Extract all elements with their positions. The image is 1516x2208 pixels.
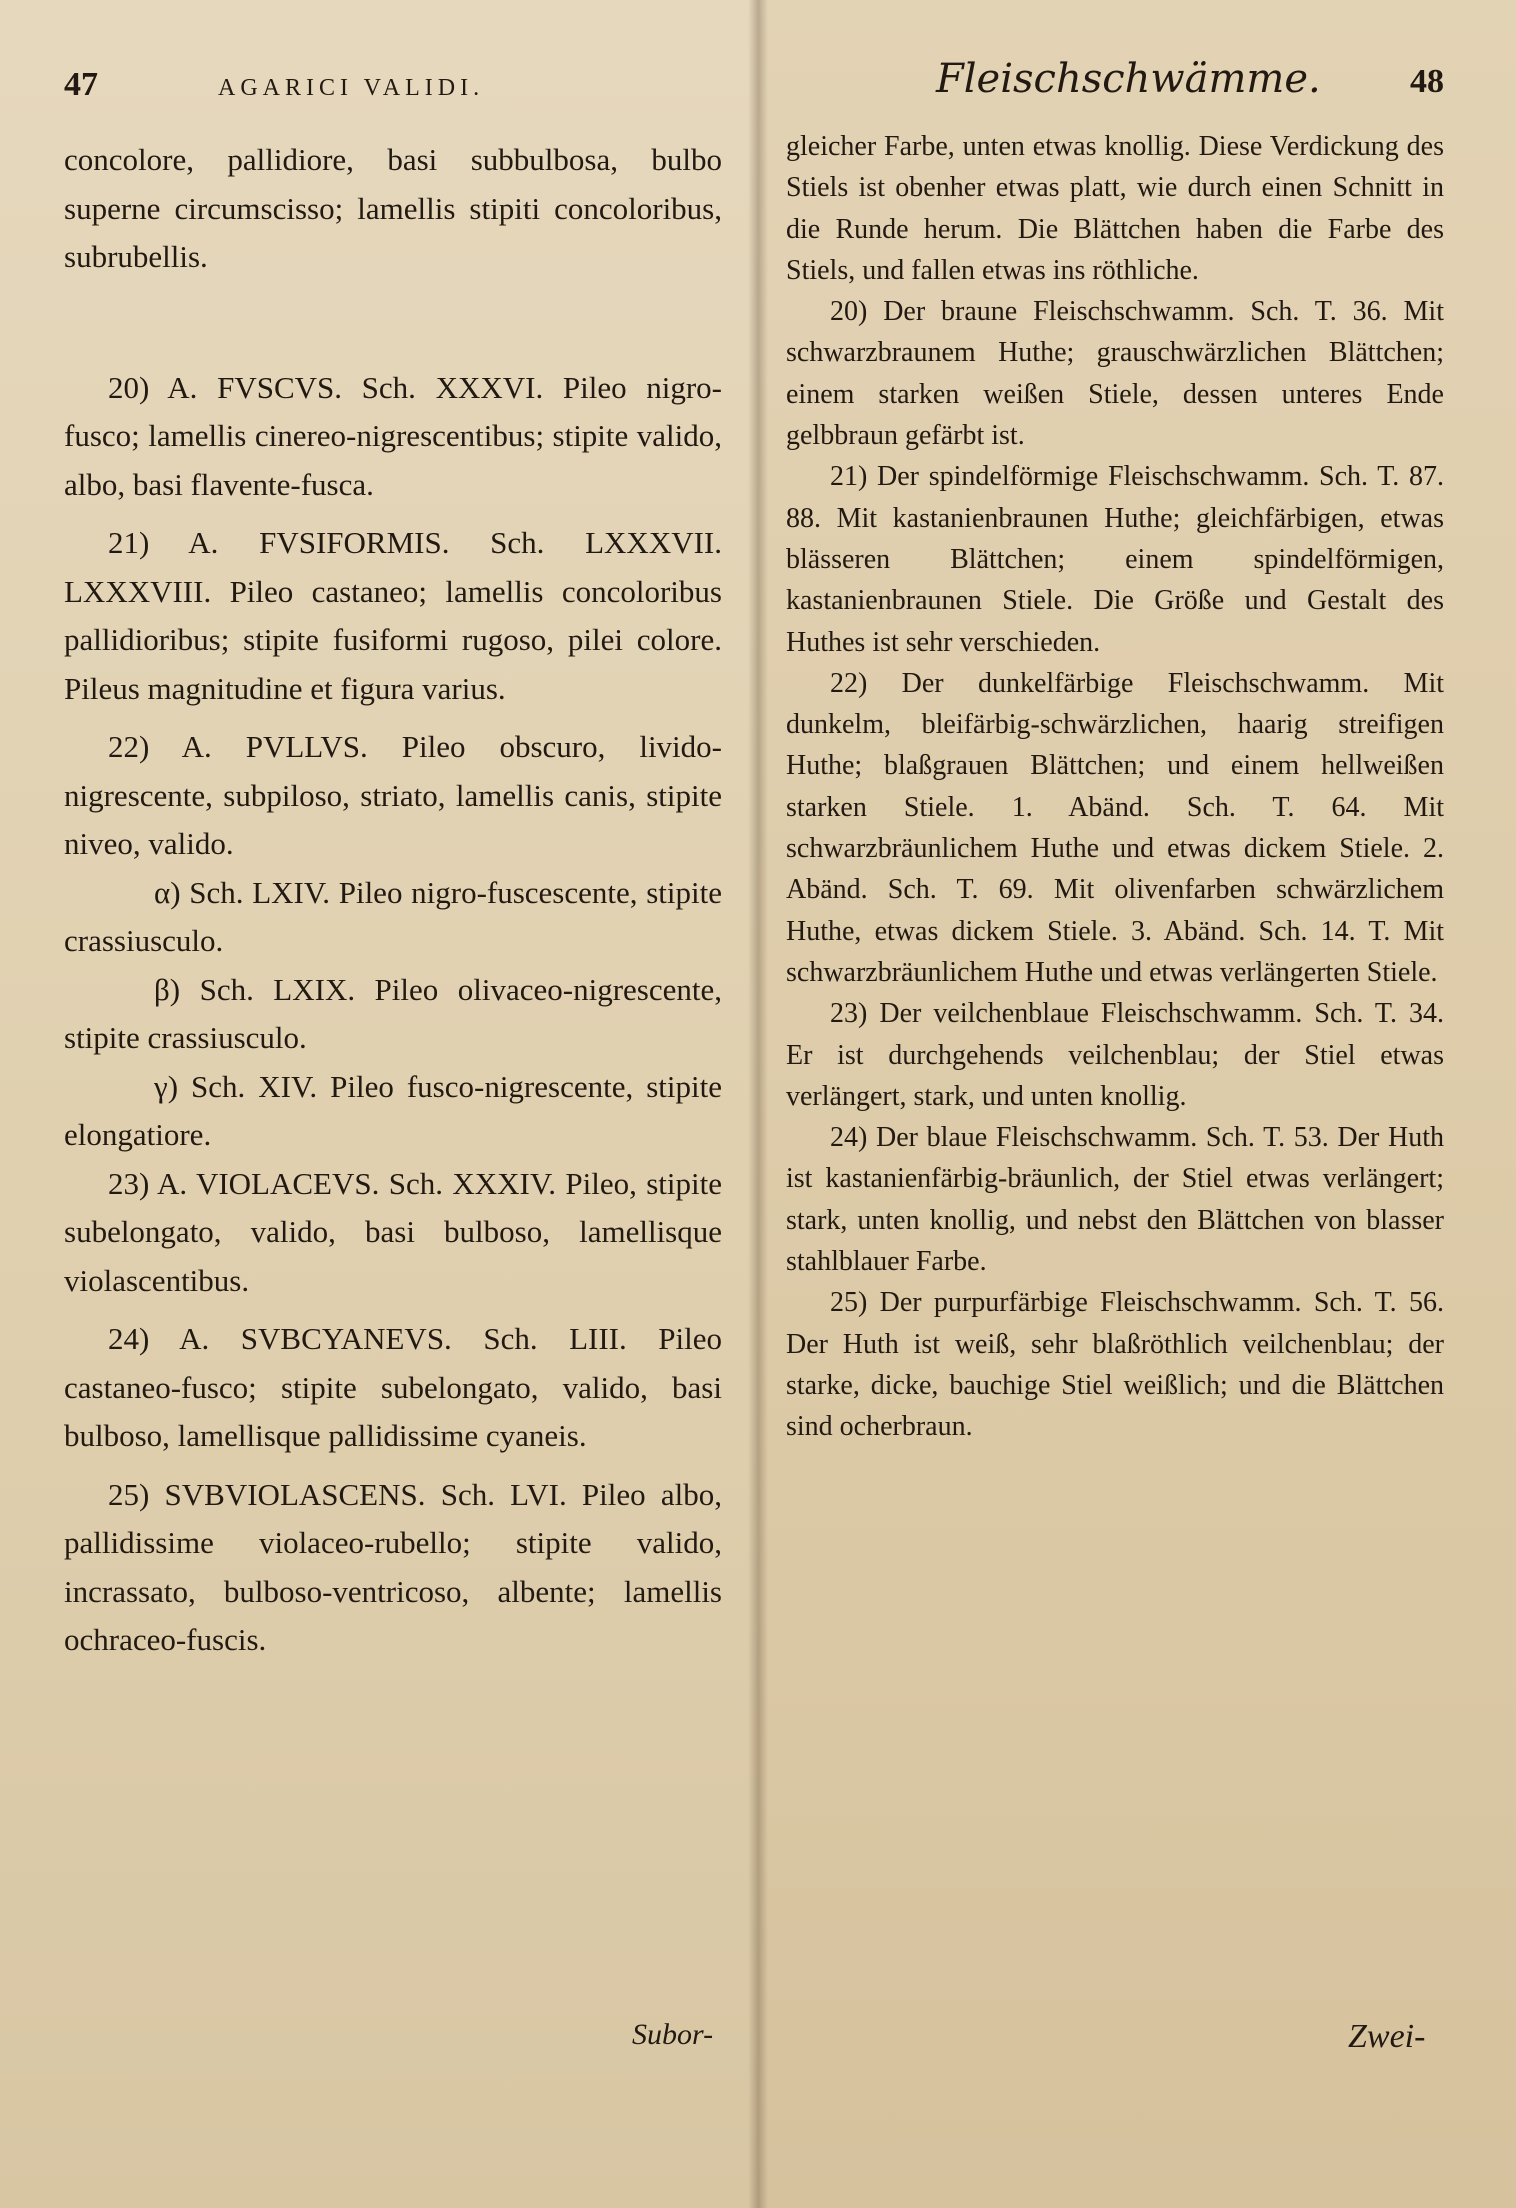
entry-23: 23) Der veilchenblaue Fleischschwamm. Sch. T. 34. Er ist durchgehends veilchenblau; der Stiel etwas verlängert, stark, und unten knollig.	[786, 998, 1444, 1112]
entry-24: 24) Der blaue Fleischschwamm. Sch. T. 53. Der Huth ist kastanienfärbig-bräunlich, der Stiel etwas verlängert; stark, unten knollig, und nebst den Blättchen von blasser stahlblauer Farbe.	[786, 1122, 1444, 1278]
entry-22: 22) A. PVLLVS. Pileo obscuro, livido-nigrescente, subpiloso, striato, lamellis canis, stipite niveo, valido.	[64, 729, 722, 861]
right-body	[786, 126, 1444, 1448]
variety-beta: β) Sch. LXIX. Pileo olivaceo-nigrescente, stipite crassiusculo.	[64, 971, 722, 1055]
entry-21: 21) Der spindelförmige Fleischschwamm. Sch. T. 87. 88. Mit kastanienbraunen Huthe; gleichfärbigen, etwas blässeren Blättchen; einem spindelförmigen, kastanienbraunen Stiele. Die Größe und Gestalt des Huthes ist sehr verschieden.	[786, 461, 1444, 658]
variety-alpha: α) Sch. LXIV. Pileo nigro-fuscescente, stipite crassiusculo.	[64, 874, 722, 958]
right-header	[786, 56, 1444, 126]
right-page	[758, 0, 1516, 2208]
entry-25: 25) SVBVIOLASCENS. Sch. LVI. Pileo albo, pallidissime violaceo-rubello; stipite valido, incrassato, bulboso-ventricoso, albente; lamellis ochraceo-fuscis.	[64, 1476, 722, 1657]
entry-20: 20) Der braune Fleischschwamm. Sch. T. 36. Mit schwarzbraunem Huthe; grauschwärzlichen Blättchen; einem starken weißen Stiele, dessen unteres Ende gelbbraun gefärbt ist.	[786, 296, 1444, 452]
entry-23: 23) A. VIOLACEVS. Sch. XXXIV. Pileo, stipite subelongato, valido, basi bulboso, lamellisque violascentibus.	[64, 1165, 722, 1298]
page-number: 47	[64, 66, 98, 103]
entry-21: 21) A. FVSIFORMIS. Sch. LXXXVII. LXXXVIII. Pileo castaneo; lamellis concoloribus pallidioribus; stipite fusiformi rugoso, pilei colore. Pileus magnitudine et figura varius.	[64, 525, 722, 706]
running-head: Fleischschwämme.	[936, 56, 1321, 102]
left-header	[64, 66, 722, 136]
variety-gamma: γ) Sch. XIV. Pileo fusco-nigrescente, stipite elongatiore.	[64, 1068, 722, 1152]
book-gutter	[748, 0, 768, 2208]
entry-24: 24) A. SVBCYANEVS. Sch. LIII. Pileo castaneo-fusco; stipite subelongato, valido, basi bulboso, lamellisque pallidissime cyaneis.	[64, 1321, 722, 1453]
paragraph: concolore, pallidiore, basi subbulbosa, bulbo superne circumscisso; lamellis stipiti concoloribus, subrubellis.	[64, 142, 722, 274]
left-body	[64, 136, 722, 1665]
entry-20: 20) A. FVSCVS. Sch. XXXVI. Pileo nigro-fusco; lamellis cinereo-nigrescentibus; stipite valido, albo, basi flavente-fusca.	[64, 369, 722, 502]
page-number: 48	[1410, 63, 1444, 100]
paragraph: gleicher Farbe, unten etwas knollig. Diese Verdickung des Stiels ist obenher etwas platt, wie durch einen Schnitt in die Runde herum. Die Blättchen haben die Farbe des Stiels, und fallen etwas ins röthliche.	[786, 131, 1444, 286]
catchword: Subor-	[632, 2018, 714, 2051]
entry-25: 25) Der purpurfärbige Fleischschwamm. Sch. T. 56. Der Huth ist weiß, sehr blaßröthlich veilchenblau; der starke, dicke, bauchige Stiel weißlich; und die Blättchen sind ocherbraun.	[786, 1287, 1444, 1443]
entry-22: 22) Der dunkelfärbige Fleischschwamm. Mit dunkelm, bleifärbig-schwärzlichen, haarig streifigen Huthe; blaßgrauen Blättchen; und einem hellweißen starken Stiele. 1. Abänd. Sch. T. 64. Mit schwarzbräunlichem Huthe und etwas dickem Stiele. 2. Abänd. Sch. T. 69. Mit olivenfarben schwärzlichem Huthe, etwas dickem Stiele. 3. Abänd. Sch. 14. T. Mit schwarzbräunlichem Huthe und etwas verlängerten Stiele.	[786, 667, 1444, 988]
running-head: AGARICI VALIDI.	[218, 75, 485, 101]
catchword: Zwei-	[1348, 2018, 1426, 2055]
